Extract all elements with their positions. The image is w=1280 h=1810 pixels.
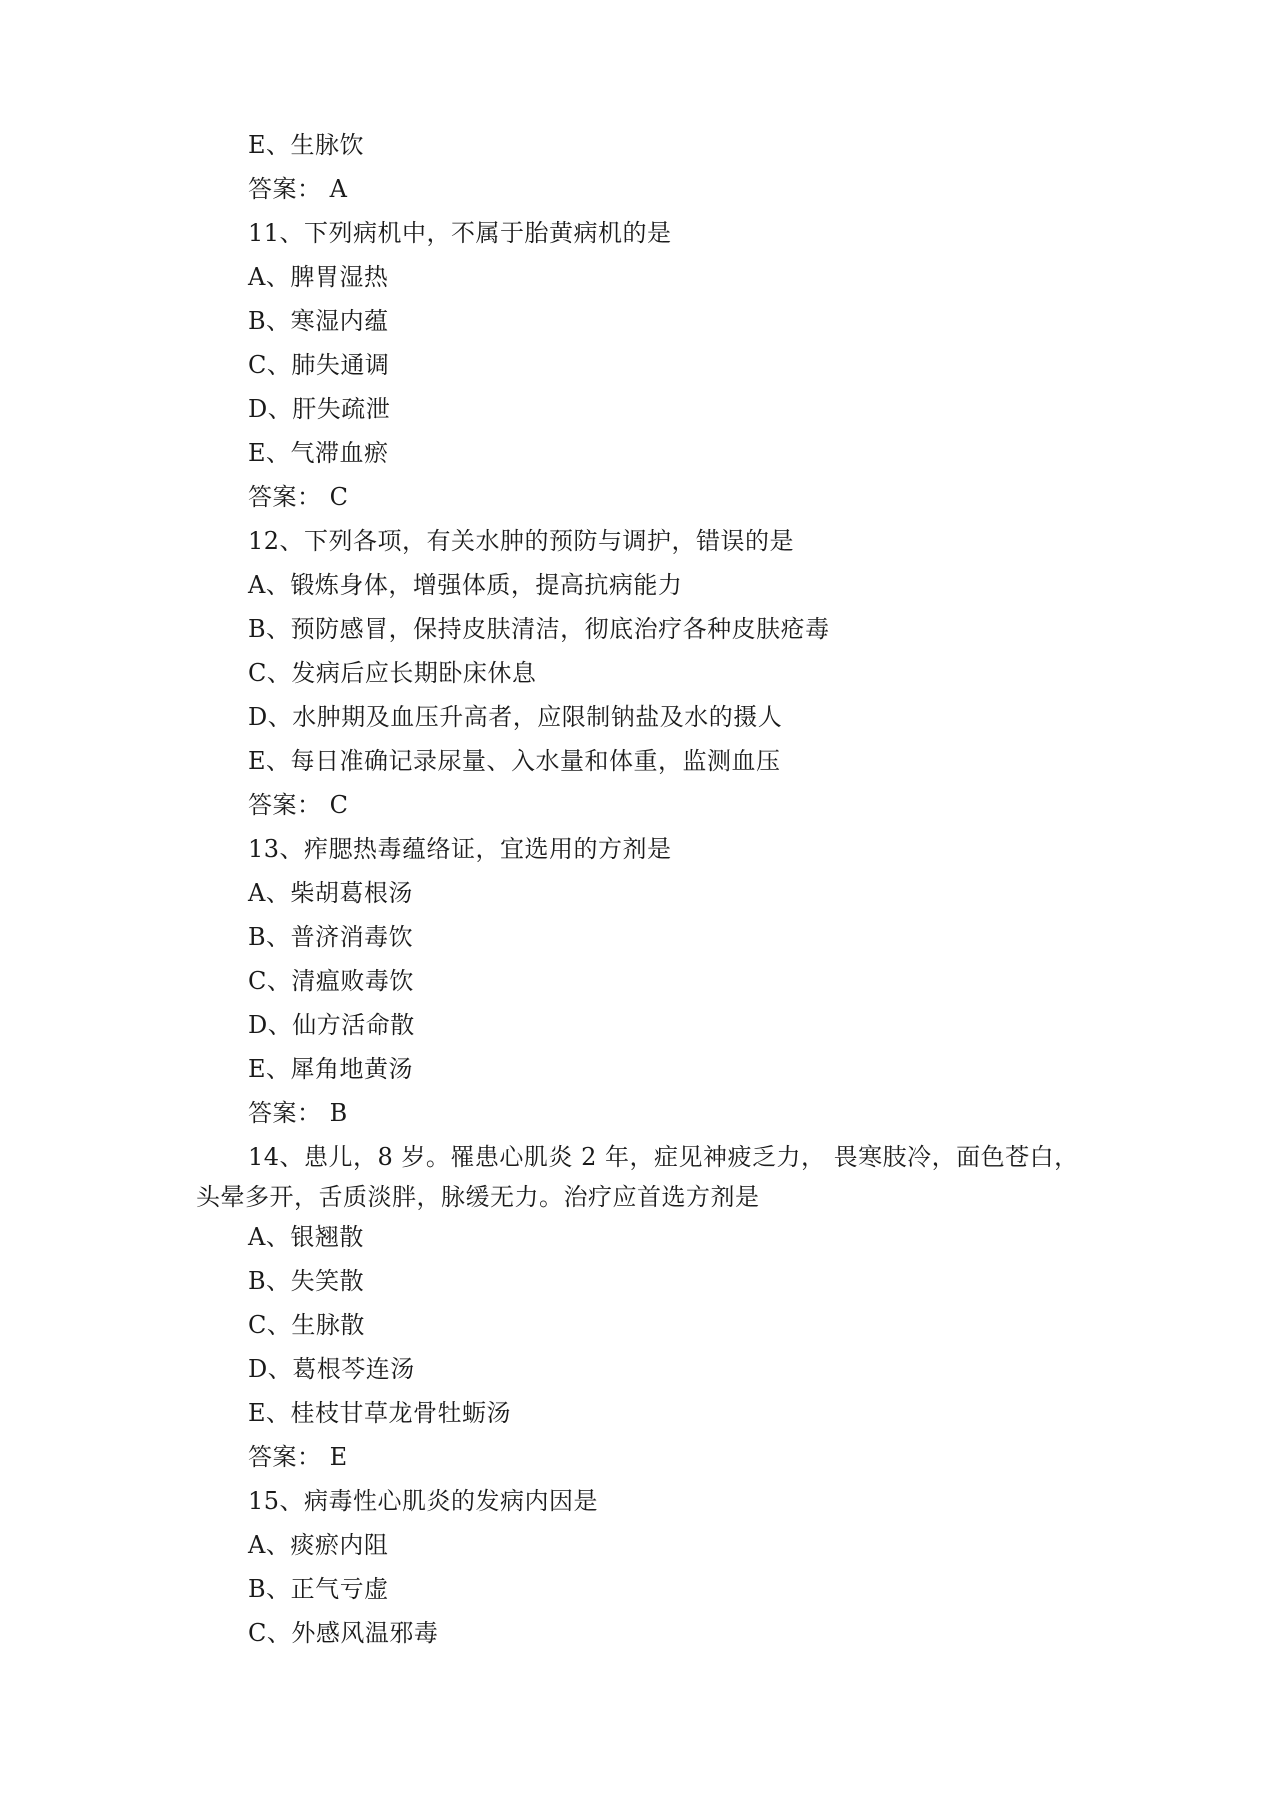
- option-11a: A、脾胃湿热: [248, 263, 389, 291]
- option-13c: C、清瘟败毒饮: [248, 967, 414, 995]
- option-14e: E、桂枝甘草龙骨牡蛎汤: [248, 1399, 512, 1427]
- answer-13: 答案： B: [248, 1099, 348, 1127]
- option-12b: B、预防感冒，保持皮肤清洁，彻底治疗各种皮肤疮毒: [248, 615, 830, 643]
- answer-12: 答案： C: [248, 791, 349, 819]
- option-14c: C、生脉散: [248, 1311, 365, 1339]
- option-13e: E、犀角地黄汤: [248, 1055, 414, 1083]
- option-14b: B、失笑散: [248, 1267, 365, 1295]
- option-11e: E、气滞血瘀: [248, 439, 389, 467]
- option-11b: B、寒湿内蕴: [248, 307, 389, 335]
- option-10e: E、生脉饮: [248, 131, 365, 159]
- option-15b: B、正气亏虚: [248, 1575, 389, 1603]
- option-15c: C、外感风温邪毒: [248, 1619, 439, 1647]
- option-12e: E、每日准确记录尿量、入水量和体重，监测血压: [248, 747, 781, 775]
- question-11: 11、下列病机中，不属于胎黄病机的是: [248, 219, 672, 247]
- question-14-cont: 头晕多开，舌质淡胖，脉缓无力。治疗应首选方剂是: [196, 1183, 760, 1211]
- option-11c: C、肺失通调: [248, 351, 390, 379]
- answer-10: 答案： A: [248, 175, 348, 203]
- option-11d: D、肝失疏泄: [248, 395, 391, 423]
- question-14: 14、患儿，8 岁。罹患心肌炎 2 年，症见神疲乏力， 畏寒肢冷，面色苍白，: [248, 1143, 1079, 1171]
- option-14d: D、葛根芩连汤: [248, 1355, 415, 1383]
- option-12c: C、发病后应长期卧床休息: [248, 659, 537, 687]
- question-12: 12、下列各项，有关水肿的预防与调护，错误的是: [248, 527, 795, 555]
- option-13a: A、柴胡葛根汤: [248, 879, 413, 907]
- option-13d: D、仙方活命散: [248, 1011, 415, 1039]
- option-15a: A、痰瘀内阻: [248, 1531, 389, 1559]
- option-14a: A、银翘散: [248, 1223, 364, 1251]
- option-13b: B、普济消毒饮: [248, 923, 414, 951]
- answer-14: 答案： E: [248, 1443, 348, 1471]
- answer-11: 答案： C: [248, 483, 349, 511]
- option-12a: A、锻炼身体，增强体质，提高抗病能力: [248, 571, 683, 599]
- question-15: 15、病毒性心肌炎的发病内因是: [248, 1487, 599, 1515]
- question-13: 13、痄腮热毒蕴络证，宜选用的方剂是: [248, 835, 672, 863]
- option-12d: D、水肿期及血压升高者，应限制钠盐及水的摄人: [248, 703, 783, 731]
